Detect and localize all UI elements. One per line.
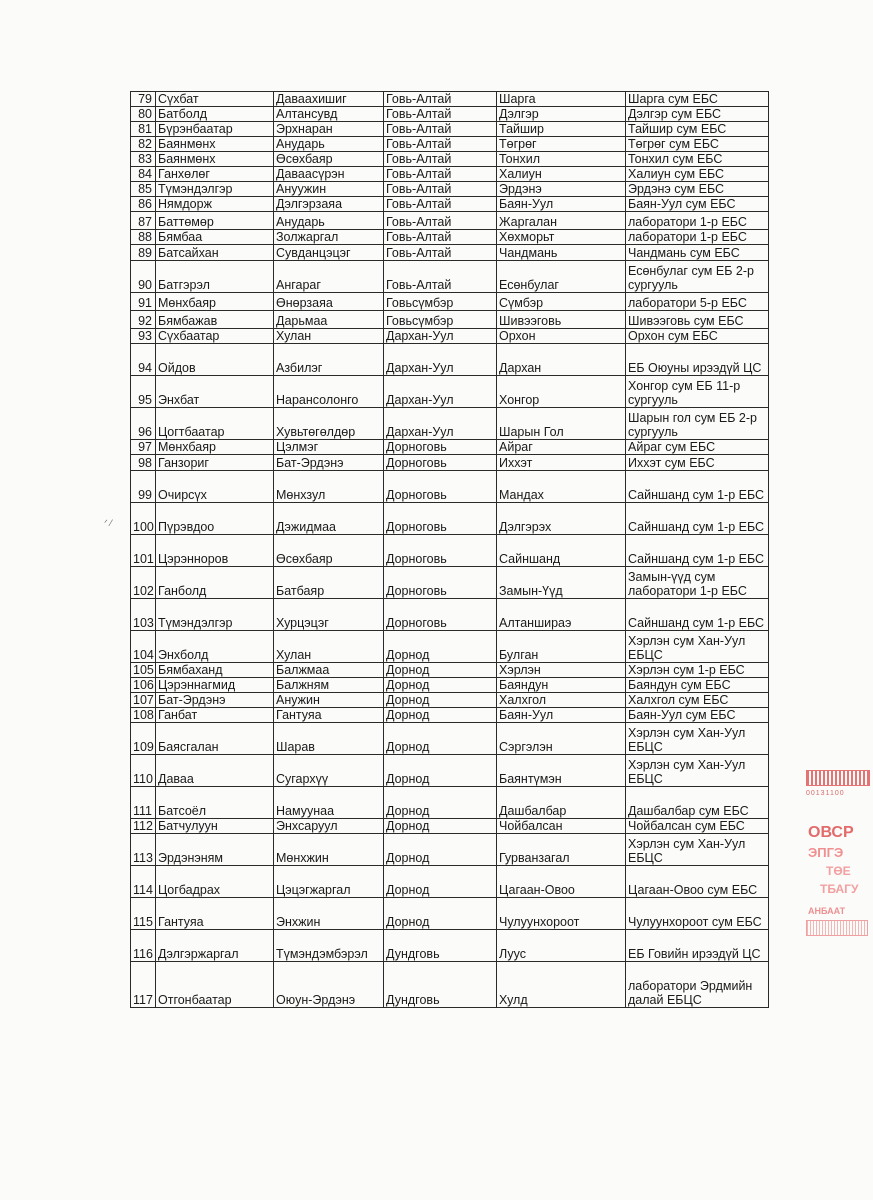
cell-first-name: Бат-Эрдэнэ bbox=[156, 693, 274, 708]
table-row bbox=[131, 663, 769, 678]
cell-school: лаборатори 5-р ЕБС bbox=[626, 293, 769, 311]
cell-number: 101 bbox=[131, 535, 156, 567]
cell-school: Тонхил сум ЕБС bbox=[626, 152, 769, 167]
cell-number: 88 bbox=[131, 230, 156, 245]
cell-number: 89 bbox=[131, 245, 156, 261]
cell-soum: Иххэт bbox=[497, 455, 626, 471]
cell-first-name: Баянмөнх bbox=[156, 152, 274, 167]
cell-school: Хэрлэн сум Хан-Уул ЕБЦС bbox=[626, 755, 769, 787]
cell-school: Хонгор сум ЕБ 11-р сургууль bbox=[626, 376, 769, 408]
cell-soum: Луус bbox=[497, 930, 626, 962]
cell-first-name: Сүхбаатар bbox=[156, 329, 274, 344]
cell-first-name: Сүхбат bbox=[156, 92, 274, 107]
cell-aimag: Говь-Алтай bbox=[384, 212, 497, 230]
cell-aimag: Дорноговь bbox=[384, 599, 497, 631]
table-row bbox=[131, 631, 769, 663]
table-row bbox=[131, 152, 769, 167]
cell-first-name: Ганхөлөг bbox=[156, 167, 274, 182]
cell-first-name: Түмэндэлгэр bbox=[156, 182, 274, 197]
cell-soum: Алтаншираэ bbox=[497, 599, 626, 631]
table-row bbox=[131, 678, 769, 693]
cell-soum: Гурванзагал bbox=[497, 834, 626, 866]
table-row bbox=[131, 344, 769, 376]
table-row bbox=[131, 167, 769, 182]
cell-number: 95 bbox=[131, 376, 156, 408]
cell-number: 104 bbox=[131, 631, 156, 663]
cell-first-name: Бүрэнбаатар bbox=[156, 122, 274, 137]
red-stamp bbox=[806, 770, 873, 940]
table-row bbox=[131, 723, 769, 755]
cell-last-name: Дэжидмаа bbox=[274, 503, 384, 535]
cell-aimag: Дорноговь bbox=[384, 455, 497, 471]
table-row bbox=[131, 693, 769, 708]
cell-first-name: Бямбаханд bbox=[156, 663, 274, 678]
cell-first-name: Энхбат bbox=[156, 376, 274, 408]
cell-number: 103 bbox=[131, 599, 156, 631]
roster-table bbox=[130, 91, 769, 1008]
cell-first-name: Эрдэнэням bbox=[156, 834, 274, 866]
cell-number: 98 bbox=[131, 455, 156, 471]
cell-last-name: Энхжин bbox=[274, 898, 384, 930]
cell-number: 113 bbox=[131, 834, 156, 866]
cell-soum: Халиун bbox=[497, 167, 626, 182]
cell-aimag: Дорнод bbox=[384, 663, 497, 678]
cell-last-name: Анужин bbox=[274, 693, 384, 708]
table-row bbox=[131, 787, 769, 819]
cell-aimag: Дорнод bbox=[384, 708, 497, 723]
cell-aimag: Говь-Алтай bbox=[384, 107, 497, 122]
cell-aimag: Дорнод bbox=[384, 723, 497, 755]
cell-soum: Дархан bbox=[497, 344, 626, 376]
cell-last-name: Мөнхзул bbox=[274, 471, 384, 503]
cell-soum: Сэргэлэн bbox=[497, 723, 626, 755]
cell-last-name: Анударь bbox=[274, 212, 384, 230]
cell-soum: Чойбалсан bbox=[497, 819, 626, 834]
cell-number: 93 bbox=[131, 329, 156, 344]
cell-number: 99 bbox=[131, 471, 156, 503]
cell-number: 97 bbox=[131, 440, 156, 455]
cell-school: Хэрлэн сум Хан-Уул ЕБЦС bbox=[626, 834, 769, 866]
cell-soum: Баян-Уул bbox=[497, 197, 626, 212]
cell-aimag: Говь-Алтай bbox=[384, 230, 497, 245]
table-row bbox=[131, 535, 769, 567]
cell-last-name: Эрхнаран bbox=[274, 122, 384, 137]
cell-school: Иххэт сум ЕБС bbox=[626, 455, 769, 471]
cell-aimag: Дорнод bbox=[384, 819, 497, 834]
cell-first-name: Дэлгэржаргал bbox=[156, 930, 274, 962]
table-row bbox=[131, 261, 769, 293]
cell-last-name: Шарав bbox=[274, 723, 384, 755]
table-row bbox=[131, 376, 769, 408]
cell-school: Тайшир сум ЕБС bbox=[626, 122, 769, 137]
cell-last-name: Сувданцэцэг bbox=[274, 245, 384, 261]
cell-last-name: Ануужин bbox=[274, 182, 384, 197]
cell-school: Халиун сум ЕБС bbox=[626, 167, 769, 182]
cell-first-name: Мөнхбаяр bbox=[156, 293, 274, 311]
table-row bbox=[131, 230, 769, 245]
cell-soum: Сүмбэр bbox=[497, 293, 626, 311]
table-row bbox=[131, 898, 769, 930]
cell-soum: Тайшир bbox=[497, 122, 626, 137]
cell-number: 106 bbox=[131, 678, 156, 693]
cell-number: 112 bbox=[131, 819, 156, 834]
cell-first-name: Ойдов bbox=[156, 344, 274, 376]
cell-school: Сайншанд сум 1-р ЕБС bbox=[626, 599, 769, 631]
cell-number: 79 bbox=[131, 92, 156, 107]
cell-aimag: Дорнод bbox=[384, 693, 497, 708]
cell-school: Замын-үүд сум лаборатори 1-р ЕБС bbox=[626, 567, 769, 599]
cell-school: Шарын гол сум ЕБ 2-р сургууль bbox=[626, 408, 769, 440]
cell-number: 81 bbox=[131, 122, 156, 137]
cell-school: лаборатори 1-р ЕБС bbox=[626, 230, 769, 245]
cell-last-name: Батбаяр bbox=[274, 567, 384, 599]
cell-first-name: Батгэрэл bbox=[156, 261, 274, 293]
table-row bbox=[131, 245, 769, 261]
cell-school: лаборатори 1-р ЕБС bbox=[626, 212, 769, 230]
cell-soum: Эрдэнэ bbox=[497, 182, 626, 197]
cell-school: Сайншанд сум 1-р ЕБС bbox=[626, 471, 769, 503]
cell-number: 108 bbox=[131, 708, 156, 723]
cell-number: 94 bbox=[131, 344, 156, 376]
cell-number: 84 bbox=[131, 167, 156, 182]
table-row bbox=[131, 930, 769, 962]
cell-last-name: Золжаргал bbox=[274, 230, 384, 245]
cell-soum: Жаргалан bbox=[497, 212, 626, 230]
cell-first-name: Баттөмөр bbox=[156, 212, 274, 230]
cell-first-name: Бямбаа bbox=[156, 230, 274, 245]
cell-number: 117 bbox=[131, 962, 156, 1008]
table-row bbox=[131, 962, 769, 1008]
cell-last-name: Балжням bbox=[274, 678, 384, 693]
cell-first-name: Мөнхбаяр bbox=[156, 440, 274, 455]
table-row bbox=[131, 197, 769, 212]
cell-last-name: Бат-Эрдэнэ bbox=[274, 455, 384, 471]
cell-first-name: Даваа bbox=[156, 755, 274, 787]
table-row bbox=[131, 599, 769, 631]
cell-school: ЕБ Оюуны ирээдүй ЦС bbox=[626, 344, 769, 376]
cell-aimag: Говьсүмбэр bbox=[384, 311, 497, 329]
cell-aimag: Дархан-Уул bbox=[384, 376, 497, 408]
cell-first-name: Батчулуун bbox=[156, 819, 274, 834]
cell-soum: Дэлгэрэх bbox=[497, 503, 626, 535]
cell-soum: Есөнбулаг bbox=[497, 261, 626, 293]
cell-number: 82 bbox=[131, 137, 156, 152]
cell-last-name: Гантуяа bbox=[274, 708, 384, 723]
table-row bbox=[131, 866, 769, 898]
stamp-line-2: ЭПГЭ bbox=[808, 845, 844, 860]
table-row bbox=[131, 503, 769, 535]
table-row bbox=[131, 567, 769, 599]
cell-aimag: Говь-Алтай bbox=[384, 137, 497, 152]
cell-school: Хэрлэн сум Хан-Уул ЕБЦС bbox=[626, 631, 769, 663]
cell-number: 87 bbox=[131, 212, 156, 230]
cell-aimag: Дундговь bbox=[384, 930, 497, 962]
cell-aimag: Дархан-Уул bbox=[384, 344, 497, 376]
cell-first-name: Энхболд bbox=[156, 631, 274, 663]
cell-number: 110 bbox=[131, 755, 156, 787]
table-row bbox=[131, 329, 769, 344]
cell-first-name: Отгонбаатар bbox=[156, 962, 274, 1008]
cell-first-name: Түмэндэлгэр bbox=[156, 599, 274, 631]
cell-aimag: Говь-Алтай bbox=[384, 245, 497, 261]
table-row bbox=[131, 122, 769, 137]
cell-last-name: Нарансолонго bbox=[274, 376, 384, 408]
cell-school: лаборатори Эрдмийн далай ЕБЦС bbox=[626, 962, 769, 1008]
cell-first-name: Цогбадрах bbox=[156, 866, 274, 898]
cell-last-name: Цэцэгжаргал bbox=[274, 866, 384, 898]
stamp-line-3: ТӨЕ bbox=[826, 864, 851, 878]
cell-number: 80 bbox=[131, 107, 156, 122]
cell-first-name: Цэрэннагмид bbox=[156, 678, 274, 693]
cell-first-name: Ганзориг bbox=[156, 455, 274, 471]
cell-soum: Булган bbox=[497, 631, 626, 663]
cell-last-name: Азбилэг bbox=[274, 344, 384, 376]
cell-soum: Хэрлэн bbox=[497, 663, 626, 678]
cell-soum: Сайншанд bbox=[497, 535, 626, 567]
table-row bbox=[131, 440, 769, 455]
cell-aimag: Говь-Алтай bbox=[384, 182, 497, 197]
cell-aimag: Дархан-Уул bbox=[384, 329, 497, 344]
table-row bbox=[131, 182, 769, 197]
cell-soum: Хонгор bbox=[497, 376, 626, 408]
cell-school: Орхон сум ЕБС bbox=[626, 329, 769, 344]
table-row bbox=[131, 212, 769, 230]
cell-number: 102 bbox=[131, 567, 156, 599]
cell-last-name: Өнөрзаяа bbox=[274, 293, 384, 311]
cell-last-name: Түмэндэмбэрэл bbox=[274, 930, 384, 962]
cell-school: Хэрлэн сум 1-р ЕБС bbox=[626, 663, 769, 678]
cell-soum: Төгрөг bbox=[497, 137, 626, 152]
cell-number: 86 bbox=[131, 197, 156, 212]
cell-soum: Айраг bbox=[497, 440, 626, 455]
table-row bbox=[131, 834, 769, 866]
cell-aimag: Дундговь bbox=[384, 962, 497, 1008]
cell-aimag: Дорноговь bbox=[384, 471, 497, 503]
stamp-line-1: ОВСР bbox=[808, 824, 854, 841]
stamp-line-5: АНБААТ bbox=[808, 906, 846, 916]
cell-school: Есөнбулаг сум ЕБ 2-р сургууль bbox=[626, 261, 769, 293]
cell-first-name: Пүрэвдоо bbox=[156, 503, 274, 535]
cell-soum: Дэлгэр bbox=[497, 107, 626, 122]
table-row bbox=[131, 819, 769, 834]
cell-first-name: Ганбат bbox=[156, 708, 274, 723]
cell-school: Сайншанд сум 1-р ЕБС bbox=[626, 535, 769, 567]
cell-soum: Хөхморьт bbox=[497, 230, 626, 245]
cell-first-name: Цогтбаатар bbox=[156, 408, 274, 440]
table-row bbox=[131, 708, 769, 723]
cell-soum: Орхон bbox=[497, 329, 626, 344]
cell-first-name: Ганболд bbox=[156, 567, 274, 599]
cell-school: Хэрлэн сум Хан-Уул ЕБЦС bbox=[626, 723, 769, 755]
cell-soum: Цагаан-Овоо bbox=[497, 866, 626, 898]
cell-last-name: Өсөхбаяр bbox=[274, 535, 384, 567]
cell-aimag: Говь-Алтай bbox=[384, 152, 497, 167]
table-row bbox=[131, 455, 769, 471]
cell-soum: Мандах bbox=[497, 471, 626, 503]
cell-soum: Тонхил bbox=[497, 152, 626, 167]
cell-first-name: Бямбажав bbox=[156, 311, 274, 329]
table-row bbox=[131, 137, 769, 152]
cell-school: Баян-Уул сум ЕБС bbox=[626, 197, 769, 212]
cell-aimag: Говь-Алтай bbox=[384, 197, 497, 212]
cell-aimag: Говь-Алтай bbox=[384, 92, 497, 107]
cell-last-name: Хулан bbox=[274, 329, 384, 344]
cell-last-name: Оюун-Эрдэнэ bbox=[274, 962, 384, 1008]
cell-school: Дэлгэр сум ЕБС bbox=[626, 107, 769, 122]
cell-last-name: Даваахишиг bbox=[274, 92, 384, 107]
cell-school: Халхгол сум ЕБС bbox=[626, 693, 769, 708]
table-row bbox=[131, 471, 769, 503]
cell-soum: Халхгол bbox=[497, 693, 626, 708]
cell-number: 115 bbox=[131, 898, 156, 930]
cell-soum: Баянтүмэн bbox=[497, 755, 626, 787]
cell-number: 114 bbox=[131, 866, 156, 898]
cell-school: Цагаан-Овоо сум ЕБС bbox=[626, 866, 769, 898]
cell-soum: Чандмань bbox=[497, 245, 626, 261]
cell-number: 109 bbox=[131, 723, 156, 755]
cell-number: 105 bbox=[131, 663, 156, 678]
cell-aimag: Дорнод bbox=[384, 755, 497, 787]
table-row bbox=[131, 311, 769, 329]
cell-first-name: Баясгалан bbox=[156, 723, 274, 755]
cell-school: Дашбалбар сум ЕБС bbox=[626, 787, 769, 819]
cell-first-name: Нямдорж bbox=[156, 197, 274, 212]
cell-aimag: Дорнод bbox=[384, 678, 497, 693]
table-row bbox=[131, 408, 769, 440]
cell-school: Эрдэнэ сум ЕБС bbox=[626, 182, 769, 197]
roster-table-body bbox=[131, 92, 769, 1008]
cell-aimag: Дорнод bbox=[384, 866, 497, 898]
cell-number: 96 bbox=[131, 408, 156, 440]
cell-number: 85 bbox=[131, 182, 156, 197]
cell-soum: Шарын Гол bbox=[497, 408, 626, 440]
cell-school: Шарга сум ЕБС bbox=[626, 92, 769, 107]
cell-last-name: Хурцэцэг bbox=[274, 599, 384, 631]
stamp-box bbox=[806, 920, 868, 936]
cell-aimag: Дорнод bbox=[384, 631, 497, 663]
cell-aimag: Говь-Алтай bbox=[384, 167, 497, 182]
stamp-line-4: ТБАГУ bbox=[820, 882, 859, 896]
cell-number: 90 bbox=[131, 261, 156, 293]
cell-last-name: Алтансувд bbox=[274, 107, 384, 122]
cell-number: 83 bbox=[131, 152, 156, 167]
table-row bbox=[131, 755, 769, 787]
cell-last-name: Анударь bbox=[274, 137, 384, 152]
cell-aimag: Дархан-Уул bbox=[384, 408, 497, 440]
cell-first-name: Гантуяа bbox=[156, 898, 274, 930]
cell-aimag: Дорноговь bbox=[384, 440, 497, 455]
cell-number: 100 bbox=[131, 503, 156, 535]
cell-school: Төгрөг сум ЕБС bbox=[626, 137, 769, 152]
cell-school: Сайншанд сум 1-р ЕБС bbox=[626, 503, 769, 535]
table-row bbox=[131, 293, 769, 311]
cell-last-name: Дарьмаа bbox=[274, 311, 384, 329]
cell-soum: Баяндун bbox=[497, 678, 626, 693]
cell-school: Чандмань сум ЕБС bbox=[626, 245, 769, 261]
cell-soum: Шарга bbox=[497, 92, 626, 107]
cell-last-name: Даваасүрэн bbox=[274, 167, 384, 182]
cell-aimag: Дорнод bbox=[384, 787, 497, 819]
stamp-barcode bbox=[806, 770, 870, 786]
cell-number: 116 bbox=[131, 930, 156, 962]
cell-last-name: Мөнхжин bbox=[274, 834, 384, 866]
cell-last-name: Сугархүү bbox=[274, 755, 384, 787]
cell-first-name: Очирсүх bbox=[156, 471, 274, 503]
cell-soum: Замын-Үүд bbox=[497, 567, 626, 599]
cell-number: 111 bbox=[131, 787, 156, 819]
cell-aimag: Говь-Алтай bbox=[384, 261, 497, 293]
margin-mark: ᐟ ⁄ bbox=[104, 518, 112, 528]
cell-last-name: Цэлмэг bbox=[274, 440, 384, 455]
cell-number: 91 bbox=[131, 293, 156, 311]
cell-last-name: Дэлгэрзаяа bbox=[274, 197, 384, 212]
stamp-barcode-number: 00131100 bbox=[806, 790, 845, 797]
cell-aimag: Дорноговь bbox=[384, 503, 497, 535]
cell-first-name: Батболд bbox=[156, 107, 274, 122]
cell-school: Чулуунхороот сум ЕБС bbox=[626, 898, 769, 930]
cell-first-name: Батсоёл bbox=[156, 787, 274, 819]
cell-aimag: Говь-Алтай bbox=[384, 122, 497, 137]
cell-aimag: Дорноговь bbox=[384, 567, 497, 599]
table-row bbox=[131, 92, 769, 107]
cell-soum: Баян-Уул bbox=[497, 708, 626, 723]
cell-first-name: Цэрэнноров bbox=[156, 535, 274, 567]
cell-aimag: Говьсүмбэр bbox=[384, 293, 497, 311]
table-row bbox=[131, 107, 769, 122]
cell-aimag: Дорнод bbox=[384, 898, 497, 930]
cell-last-name: Өсөхбаяр bbox=[274, 152, 384, 167]
cell-last-name: Хувьтөгөлдөр bbox=[274, 408, 384, 440]
cell-number: 92 bbox=[131, 311, 156, 329]
cell-last-name: Намуунаа bbox=[274, 787, 384, 819]
cell-school: Чойбалсан сум ЕБС bbox=[626, 819, 769, 834]
cell-last-name: Ангараг bbox=[274, 261, 384, 293]
cell-first-name: Батсайхан bbox=[156, 245, 274, 261]
cell-school: Баян-Уул сум ЕБС bbox=[626, 708, 769, 723]
cell-aimag: Дорнод bbox=[384, 834, 497, 866]
cell-school: Шивээговь сум ЕБС bbox=[626, 311, 769, 329]
cell-last-name: Энхсаруул bbox=[274, 819, 384, 834]
cell-number: 107 bbox=[131, 693, 156, 708]
cell-soum: Дашбалбар bbox=[497, 787, 626, 819]
cell-school: ЕБ Говийн ирээдүй ЦС bbox=[626, 930, 769, 962]
cell-soum: Хулд bbox=[497, 962, 626, 1008]
cell-soum: Чулуунхороот bbox=[497, 898, 626, 930]
cell-school: Айраг сум ЕБС bbox=[626, 440, 769, 455]
cell-first-name: Баянмөнх bbox=[156, 137, 274, 152]
cell-last-name: Хулан bbox=[274, 631, 384, 663]
cell-aimag: Дорноговь bbox=[384, 535, 497, 567]
cell-soum: Шивээговь bbox=[497, 311, 626, 329]
cell-last-name: Балжмаа bbox=[274, 663, 384, 678]
cell-school: Баяндун сум ЕБС bbox=[626, 678, 769, 693]
